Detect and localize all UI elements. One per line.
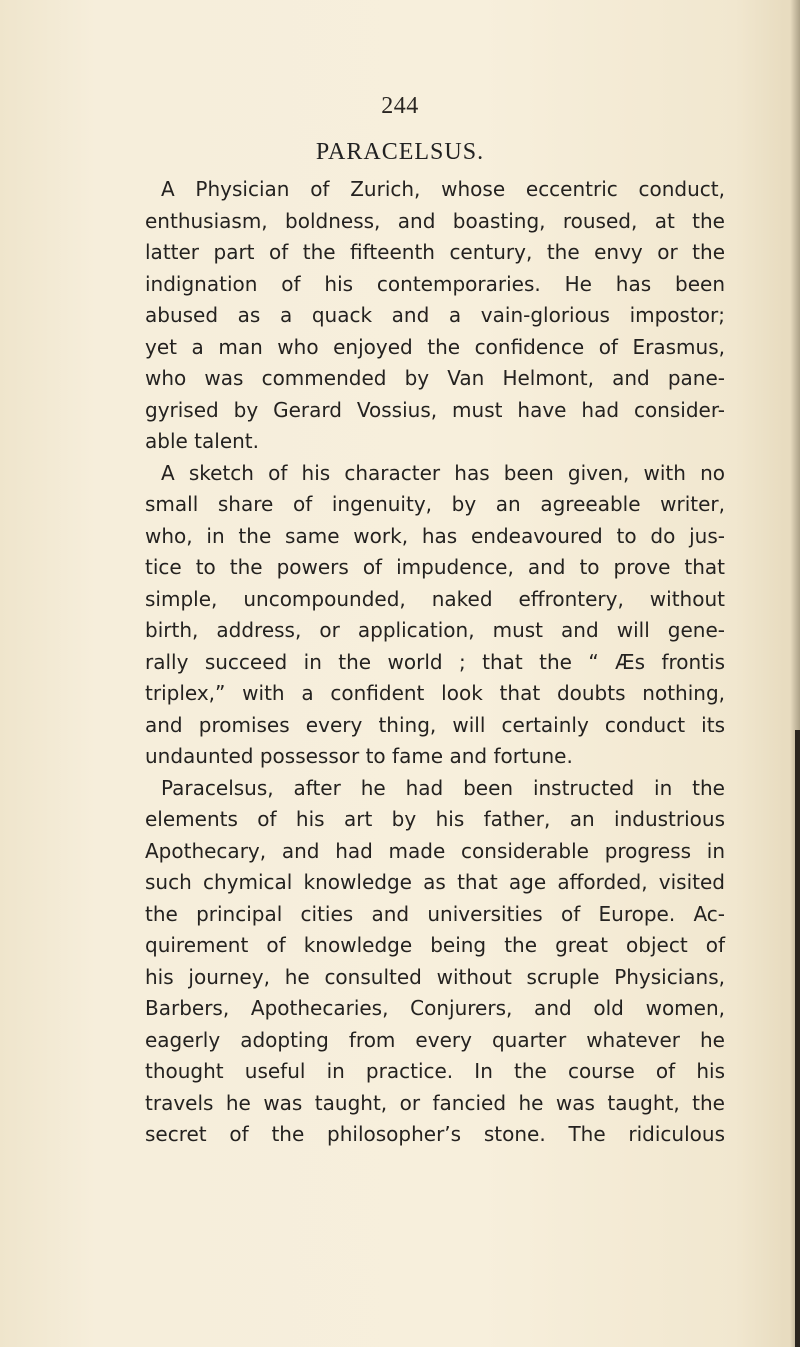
text-line: and promises every thing, will certainly conduct its bbox=[145, 712, 725, 737]
text-line: latter part of the fifteenth century, the envy or the bbox=[145, 240, 725, 264]
text-line: small share of ingenuity, by an agreeable writer, bbox=[145, 492, 725, 516]
text-line: rally succeed in the world ; that the “ Æs frontis bbox=[145, 649, 725, 674]
text-line: Barbers, Apothecaries, Conjurers, and old women, bbox=[145, 996, 725, 1020]
text-line: indignation of his contemporaries. He has been bbox=[145, 271, 725, 296]
text-line: quirement of knowledge being the great object of bbox=[145, 933, 725, 957]
body-text bbox=[145, 174, 725, 1151]
text-line: who, in the same work, has endeavoured to do jus- bbox=[145, 523, 725, 548]
text-line: Apothecary, and had made considerable progress in bbox=[145, 838, 725, 863]
text-line: gyrised by Gerard Vossius, must have had consider- bbox=[145, 397, 725, 422]
text-line: A Physician of Zurich, whose eccentric conduct, bbox=[161, 177, 725, 201]
text-line: eagerly adopting from every quarter whatever he bbox=[145, 1027, 725, 1052]
text-line: thought useful in practice. In the course of his bbox=[145, 1059, 725, 1083]
text-line: triplex,” with a confident look that doubts nothing, bbox=[145, 681, 725, 705]
text-line: travels he was taught, or fancied he was taught, the bbox=[145, 1090, 725, 1115]
chapter-title: PARACELSUS. bbox=[315, 139, 485, 165]
page-edge bbox=[795, 730, 800, 1347]
text-line: birth, address, or application, must and will gene- bbox=[145, 618, 725, 642]
text-line: secret of the philosopher’s stone. The ridiculous bbox=[145, 1122, 725, 1146]
text-line: such chymical knowledge as that age afforded, visited bbox=[145, 870, 725, 894]
text-line: who was commended by Van Helmont, and pane- bbox=[145, 366, 725, 390]
text-line: simple, uncompounded, naked effrontery, without bbox=[145, 586, 725, 611]
text-line: able talent. bbox=[145, 429, 260, 453]
text-line: tice to the powers of impudence, and to prove that bbox=[145, 555, 725, 579]
text-line: yet a man who enjoyed the confidence of Erasmus, bbox=[145, 334, 725, 359]
text-line: A sketch of his character has been given, with no bbox=[161, 460, 725, 485]
page-number: 244 bbox=[381, 93, 419, 119]
text-line: abused as a quack and a vain-glorious impostor; bbox=[145, 303, 725, 327]
text-line: his journey, he consulted without scruple Physicians, bbox=[145, 964, 725, 989]
text-line: elements of his art by his father, an industrious bbox=[145, 807, 725, 831]
text-line: the principal cities and universities of Europe. Ac- bbox=[145, 901, 725, 926]
text-line: Paracelsus, after he had been instructed in the bbox=[161, 775, 725, 800]
text-line: undaunted possessor to fame and fortune. bbox=[145, 744, 573, 768]
text-line: enthusiasm, boldness, and boasting, roused, at the bbox=[145, 208, 725, 233]
